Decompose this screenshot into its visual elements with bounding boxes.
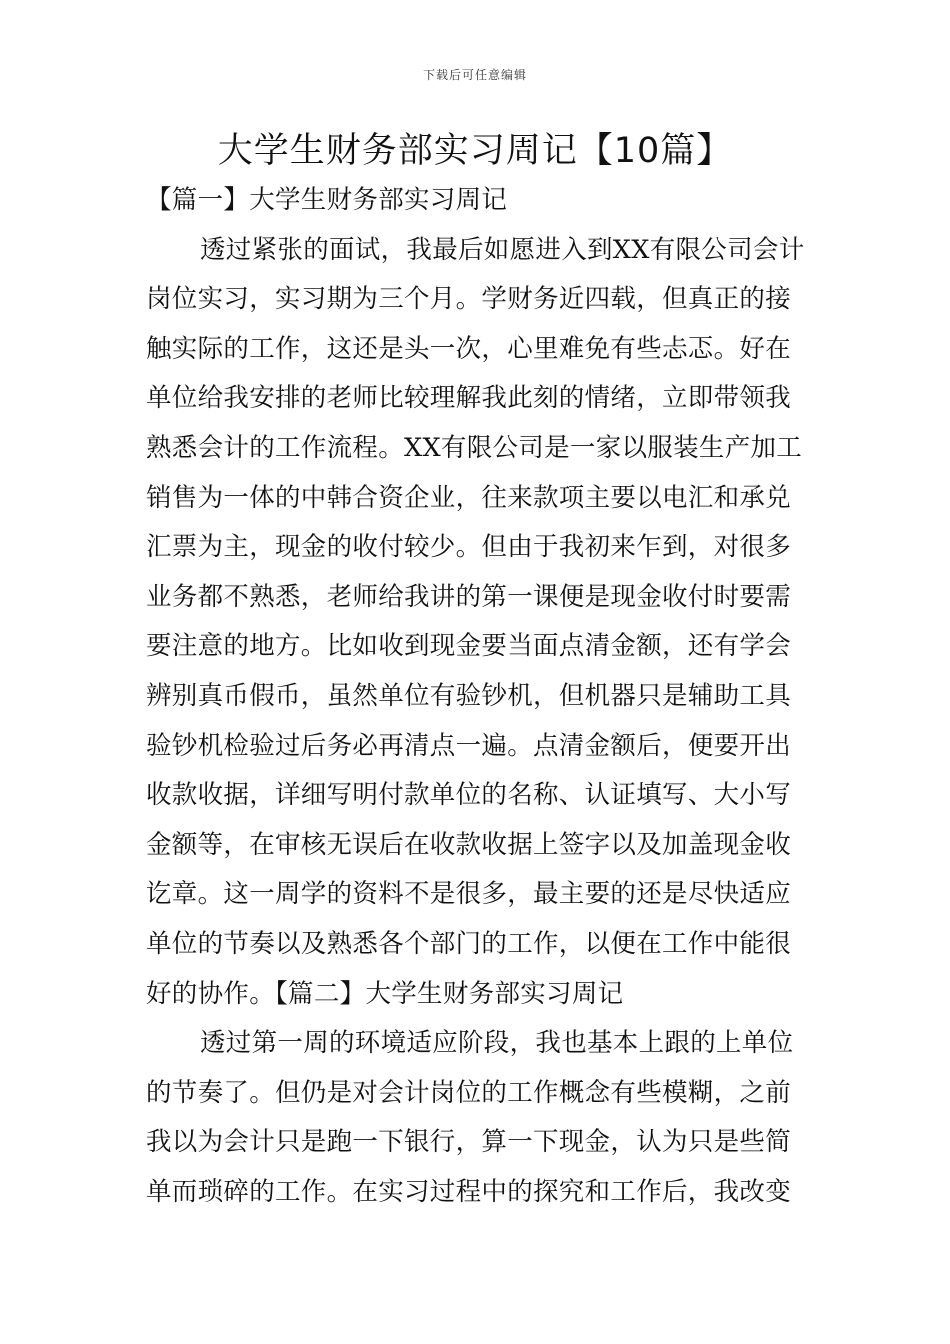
- paragraph-line: 触实际的工作，这还是头一次，心里难免有些忐忑。好在: [146, 333, 792, 364]
- paragraph-line: 辨别真币假币，虽然单位有验钞机，但机器只是辅助工具: [146, 680, 792, 711]
- paragraph-line: 好的协作。【篇二】大学生财务部实习周记: [146, 978, 624, 1009]
- document-title: 大学生财务部实习周记【10篇】: [217, 131, 733, 171]
- section-heading: 【篇一】大学生财务部实习周记: [146, 185, 508, 215]
- paragraph-line: 汇票为主，现金的收付较少。但由于我初来乍到，对很多: [146, 532, 792, 563]
- paragraph-line: 熟悉会计的工作流程。XX有限公司是一家以服装生产加工: [146, 432, 803, 463]
- paragraph-line: 我以为会计只是跑一下银行，算一下现金，认为只是些简: [146, 1127, 792, 1158]
- header-note: 下载后可任意编辑: [422, 68, 527, 82]
- paragraph-line: 单位的节奏以及熟悉各个部门的工作，以便在工作中能很: [146, 928, 792, 959]
- paragraph-line: 要注意的地方。比如收到现金要当面点清金额，还有学会: [146, 631, 792, 662]
- paragraph-line: 岗位实习，实习期为三个月。学财务近四载，但真正的接: [146, 284, 792, 315]
- paragraph-line: 金额等，在审核无误后在收款收据上签字以及加盖现金收: [146, 829, 792, 860]
- paragraph-line: 透过第一周的环境适应阶段，我也基本上跟的上单位: [200, 1028, 794, 1059]
- paragraph-line: 的节奏了。但仍是对会计岗位的工作概念有些模糊，之前: [146, 1077, 792, 1108]
- paragraph-line: 业务都不熟悉，老师给我讲的第一课便是现金收付时要需: [146, 581, 792, 612]
- paragraph-line: 验钞机检验过后务必再清点一遍。点清金额后，便要开出: [146, 730, 792, 761]
- paragraph-line: 讫章。这一周学的资料不是很多，最主要的还是尽快适应: [146, 879, 792, 910]
- paragraph-line: 单位给我安排的老师比较理解我此刻的情绪，立即带领我: [146, 383, 792, 414]
- paragraph-line: 收款收据，详细写明付款单位的名称、认证填写、大小写: [146, 780, 792, 811]
- document-body: [146, 176, 806, 1217]
- paragraph-line: 透过紧张的面试，我最后如愿进入到XX有限公司会计: [200, 234, 805, 265]
- paragraph-line: 销售为一体的中韩合资企业，往来款项主要以电汇和承兑: [146, 482, 792, 513]
- paragraph-line: 单而琐碎的工作。在实习过程中的探究和工作后，我改变: [146, 1176, 792, 1207]
